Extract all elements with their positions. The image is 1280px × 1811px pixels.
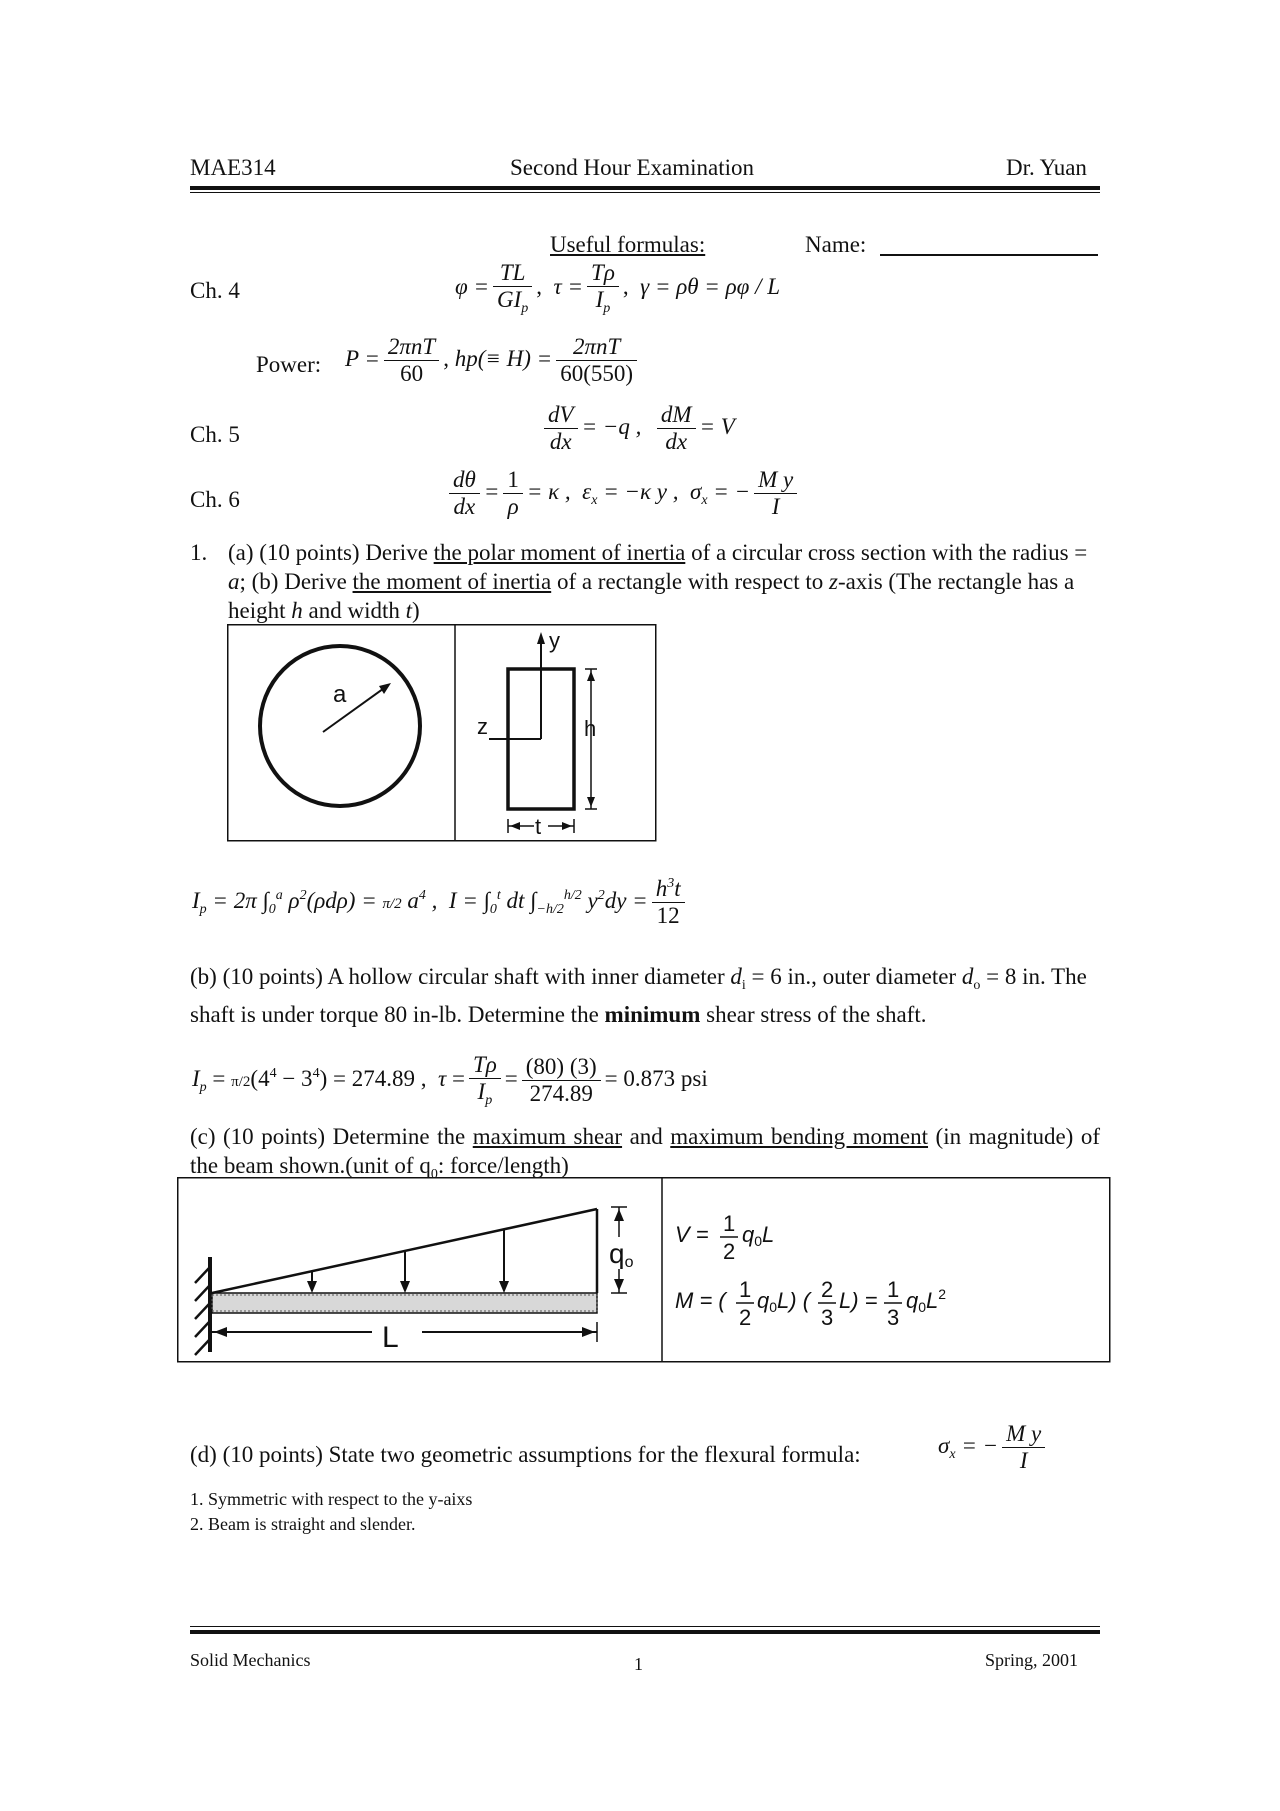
- svg-text:3: 3: [887, 1305, 900, 1330]
- course-code: MAE314: [190, 155, 276, 180]
- ch5-label: Ch. 5: [190, 422, 240, 447]
- power-formula: P = $\frac{\text{2πnT}}{60}$ , hp(≡ H) = $\frac{\text{2πnT}}{60(550)}$: [345, 334, 641, 387]
- beam-figure: [177, 1177, 1111, 1363]
- footer-course: Solid Mechanics: [190, 1650, 311, 1670]
- footer-term: Spring, 2001: [985, 1650, 1079, 1670]
- q1b-text: (b) (10 points) A hollow circular shaft with inner diameter $d_i = 6$ in., outer diameter $d_o = 8$ in. The shaft is under torque 80 in-lb. Determine the minimum shear stress of the shaft.: [190, 964, 1087, 1027]
- svg-text:V =: V =: [675, 1222, 709, 1247]
- radius-label: a: [333, 681, 347, 708]
- beam-answers: [675, 1211, 946, 1330]
- svg-text:q0L) (: q0L) (: [757, 1288, 811, 1315]
- header-rule: [190, 186, 1100, 190]
- q1c-text: (c) (10 points) Determine the maximum shear and maximum bending moment (in magnitude) of the beam shown.(unit of $q_0$: force/length): [190, 1124, 1100, 1182]
- svg-text:2: 2: [821, 1277, 834, 1302]
- ch6-formula: $\frac{d\theta}{dx}$ = $\frac{1}{\rho}$ = κ , $\varepsilon_x = -\kappa$ y , $\sigma_x$ = − $\frac{\text{M y}}{I}$: [445, 467, 801, 520]
- q1a-text: (a) (10 points) Derive the polar moment of inertia of a circular cross section with the radius = a; (b) Derive the moment of inertia of a rectangle with respect to z-axis (The rectangle has a height h and width t): [228, 540, 1088, 623]
- ch6-label: Ch. 6: [190, 487, 240, 512]
- instructor-name: Dr. Yuan: [1006, 155, 1087, 180]
- flexural-formula: $\sigma_x$ = − $\frac{\text{M y}}{I}$: [938, 1421, 1049, 1474]
- svg-text:2: 2: [739, 1305, 752, 1330]
- beam: [212, 1293, 597, 1313]
- svg-text:M = (: M = (: [675, 1288, 726, 1313]
- footer-rule-thin: [190, 1626, 1100, 1627]
- q1-number: 1.: [190, 540, 208, 565]
- ch4-formula: φ = $\frac{TL}{GI_p}$ , τ = $\frac{T\rho}{I_p}$ , γ = ρθ = ρφ / L: [455, 260, 781, 316]
- answer-b: $I_p = \pi/2(4^4 - 3^4) = 274.89$ , τ = $\frac{T\rho}{I_p}$ = $\frac{(80) (3)}{274.89}$ = 0.873 psi: [192, 1052, 708, 1108]
- circle-section: [260, 646, 420, 806]
- load-label: qo: [609, 1238, 634, 1271]
- header-rule-thin: [190, 192, 1100, 193]
- svg-text:t: t: [535, 814, 542, 839]
- name-line[interactable]: [880, 254, 1098, 256]
- svg-text:q0L2: $q0L^2$: [906, 1286, 947, 1315]
- svg-text:1: 1: [723, 1211, 736, 1236]
- svg-text:y: y: [549, 628, 560, 653]
- cross-section-figure: [227, 624, 657, 842]
- svg-text:L) =: L) =: [839, 1288, 878, 1313]
- length-label: L: [382, 1321, 399, 1354]
- exam-title: Second Hour Examination: [510, 155, 755, 180]
- svg-text:z: z: [477, 714, 488, 739]
- svg-text:1: 1: [739, 1277, 752, 1302]
- svg-text:q0L: q0L: [742, 1222, 775, 1249]
- power-label: Power:: [256, 352, 322, 377]
- ch4-label: Ch. 4: [190, 278, 240, 303]
- svg-text:h: h: [584, 716, 597, 741]
- d-answer-2: 2. Beam is straight and slender.: [190, 1514, 416, 1534]
- name-label: Name:: [805, 232, 867, 257]
- formulas-heading: Useful formulas:: [550, 232, 706, 257]
- q1d-text: (d) (10 points) State two geometric assumptions for the flexural formula:: [190, 1442, 861, 1467]
- footer-rule: [190, 1630, 1100, 1634]
- svg-text:1: 1: [887, 1277, 900, 1302]
- page-number: 1: [634, 1654, 643, 1674]
- d-answer-1: 1. Symmetric with respect to the y-aixs: [190, 1489, 473, 1509]
- ch5-formula: $\frac{dV}{dx}$ = −q , $\frac{dM}{dx}$ = V: [540, 402, 735, 455]
- svg-text:2: 2: [723, 1239, 736, 1264]
- svg-text:3: 3: [821, 1305, 834, 1330]
- answer-a: $I_p = 2\pi$ $\int_0^a$ $\rho^2(\rho d\rho) = \pi/2$ $a^4$ , $I = \int_0^t$ dt $\int_{-h/2}^{h/2}$ $y^2dy$ = $\frac{h^3t}{12}$: [192, 876, 689, 929]
